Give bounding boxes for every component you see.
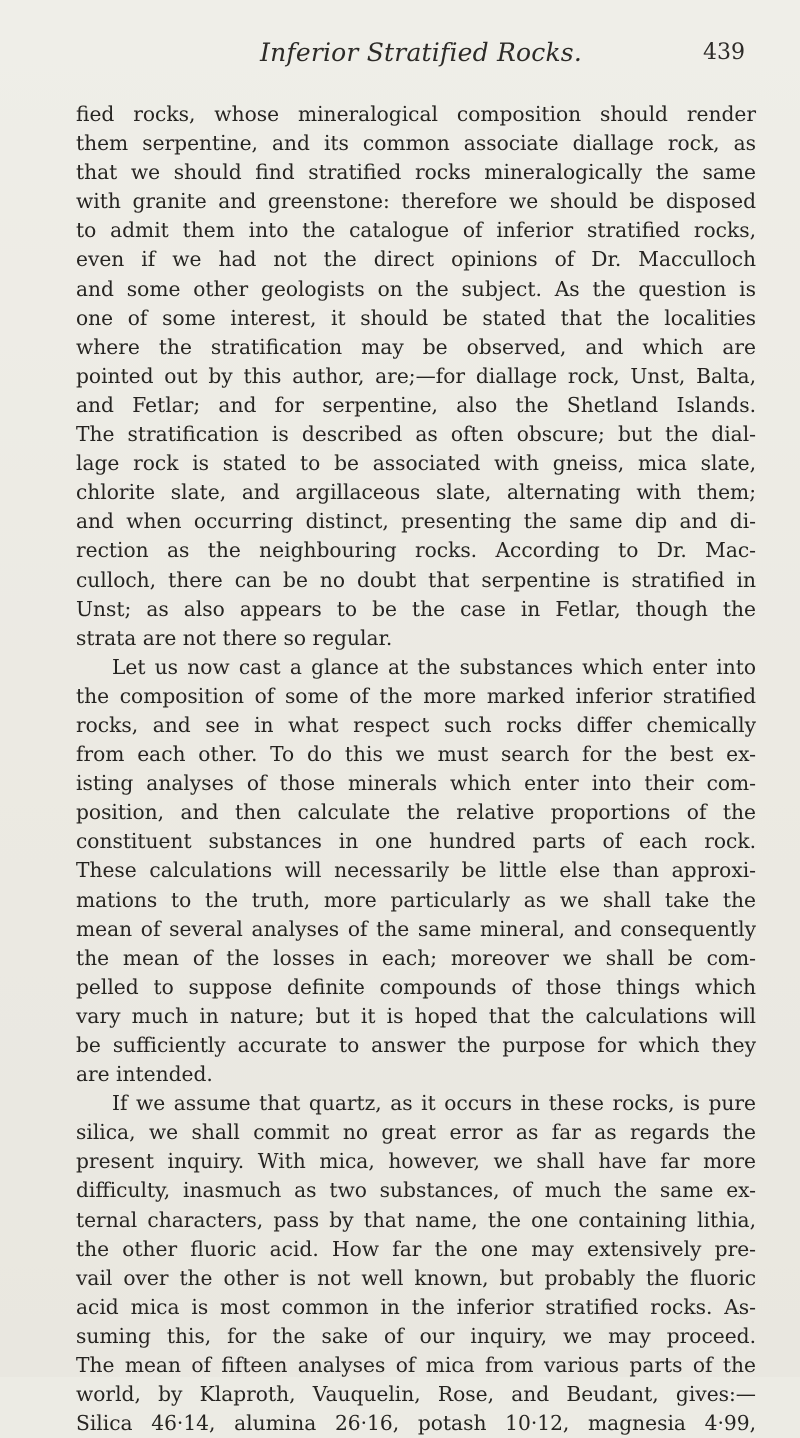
text-line: difficulty, inasmuch as two substances, of much the same ex-: [76, 1178, 756, 1203]
paragraph: [76, 100, 756, 653]
text-line: to admit them into the catalogue of inferior stratified rocks,: [76, 218, 756, 243]
running-head: Inferior Stratified Rocks.: [260, 38, 582, 67]
text-line: the composition of some of the more marked inferior stratified: [76, 683, 756, 708]
text-line: one of some interest, it should be stated that the localities: [76, 305, 756, 330]
text-line: and some other geologists on the subject. As the question is: [76, 276, 756, 301]
text-line: isting analyses of those minerals which enter into their com-: [76, 771, 756, 796]
text-line: present inquiry. With mica, however, we shall have far more: [76, 1149, 756, 1174]
text-line: strata are not there so regular.: [76, 625, 393, 650]
text-line: lage rock is stated to be associated with gneiss, mica slate,: [76, 451, 756, 476]
text-line: where the stratification may be observed, and which are: [76, 334, 756, 359]
text-line: culloch, there can be no doubt that serpentine is stratified in: [76, 567, 756, 592]
text-line: vail over the other is not well known, but probably the fluoric: [76, 1265, 756, 1290]
text-line: silica, we shall commit no great error as far as regards the: [76, 1120, 756, 1145]
text-line: pointed out by this author, are;—for diallage rock, Unst, Balta,: [76, 363, 756, 388]
text-line: rocks, and see in what respect such rocks differ chemically: [76, 712, 756, 737]
text-line: with granite and greenstone: therefore we should be disposed: [76, 189, 756, 214]
text-line: chlorite slate, and argillaceous slate, alternating with them;: [76, 480, 756, 505]
text-line: mean of several analyses of the same mineral, and consequently: [76, 916, 756, 941]
text-line: mations to the truth, more particularly as we shall take the: [76, 887, 756, 912]
text-line: The stratification is described as often obscure; but the dial-: [76, 422, 756, 447]
text-line: vary much in nature; but it is hoped that the calculations will: [76, 1003, 756, 1028]
text-line: and Fetlar; and for serpentine, also the Shetland Islands.: [76, 392, 756, 417]
body-text: [76, 100, 756, 1438]
text-line: If we assume that quartz, as it occurs in these rocks, is pure: [112, 1091, 756, 1116]
page-number: 439: [703, 40, 745, 65]
text-line: Let us now cast a glance at the substances which enter into: [112, 654, 756, 679]
text-line: from each other. To do this we must search for the best ex-: [76, 742, 756, 767]
text-line: These calculations will necessarily be little else than approxi-: [76, 858, 756, 883]
text-line: that we should find stratified rocks mineralogically the same: [76, 160, 756, 185]
paragraph: [76, 653, 756, 1089]
text-line: constituent substances in one hundred parts of each rock.: [76, 829, 756, 854]
text-line: even if we had not the direct opinions of Dr. Macculloch: [76, 247, 756, 272]
text-line: ternal characters, pass by that name, the one containing lithia,: [76, 1207, 756, 1232]
text-line: and when occurring distinct, presenting the same dip and di-: [76, 509, 756, 534]
text-line: the other fluoric acid. How far the one may extensively pre-: [76, 1236, 756, 1261]
text-line: world, by Klaproth, Vauquelin, Rose, and Beudant, gives:—: [76, 1382, 756, 1407]
text-line: are intended.: [76, 1062, 213, 1087]
text-line: position, and then calculate the relative proportions of the: [76, 800, 756, 825]
text-line: pelled to suppose definite compounds of those things which: [76, 974, 756, 999]
text-line: The mean of fifteen analyses of mica from various parts of the: [76, 1353, 756, 1378]
text-line: rection as the neighbouring rocks. According to Dr. Mac-: [76, 538, 756, 563]
text-line: Unst; as also appears to be the case in Fetlar, though the: [76, 596, 756, 621]
text-line: acid mica is most common in the inferior stratified rocks. As-: [76, 1294, 756, 1319]
text-line: be sufficiently accurate to answer the purpose for which they: [76, 1033, 756, 1057]
text-line: Silica 46·14, alumina 26·16, potash 10·12, magnesia 4·99,: [76, 1411, 756, 1436]
page-header: [70, 38, 745, 72]
text-line: fied rocks, whose mineralogical composition should render: [76, 102, 756, 126]
paragraph: [76, 1089, 756, 1438]
text-line: them serpentine, and its common associate diallage rock, as: [76, 131, 756, 156]
text-line: the mean of the losses in each; moreover we shall be com-: [76, 945, 756, 970]
text-line: suming this, for the sake of our inquiry, we may proceed.: [76, 1323, 756, 1348]
